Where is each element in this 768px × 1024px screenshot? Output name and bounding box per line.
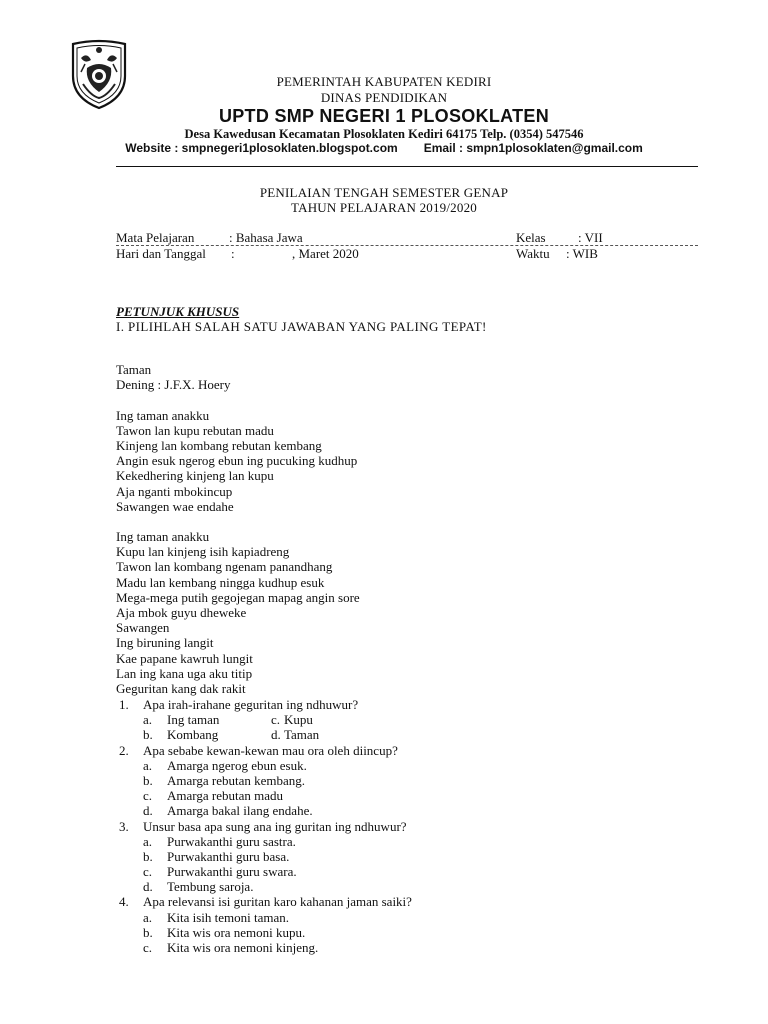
- option-text: Purwakanthi guru sastra.: [167, 833, 296, 849]
- option-letter: c.: [143, 788, 153, 804]
- header-government-line: PEMERINTAH KABUPATEN KEDIRI: [276, 74, 492, 89]
- option-letter: d.: [271, 727, 281, 743]
- poem-line: Kae papane kawruh lungit: [116, 650, 253, 666]
- poem-line: Kupu lan kinjeng isih kapiadreng: [116, 544, 290, 560]
- question-number: 1.: [119, 697, 129, 712]
- poem-line: Angin esuk ngerog ebun ing pucuking kudhup: [116, 453, 358, 469]
- option-text: Ing taman: [167, 712, 220, 728]
- poem-title: Taman: [116, 362, 152, 377]
- question-number: 4.: [119, 894, 129, 910]
- school-address: Desa Kawedusan Kecamatan Plosoklaten Kediri 64175 Telp. (0354) 547546: [184, 127, 584, 141]
- time-value: : WIB: [566, 246, 598, 261]
- question-text: Apa irah-irahane geguritan ing ndhuwur?: [143, 697, 359, 712]
- option-letter: b.: [143, 772, 153, 788]
- school-contacts: [0, 141, 768, 155]
- instructions-heading: PETUNJUK KHUSUS: [116, 304, 240, 319]
- poem-line: Aja mbok guyu dheweke: [116, 605, 247, 620]
- poem-line: Kinjeng lan kombang rebutan kembang: [116, 437, 322, 453]
- school-name: UPTD SMP NEGERI 1 PLOSOKLATEN: [218, 106, 550, 126]
- option-letter: a.: [143, 833, 153, 849]
- option-letter: c.: [271, 712, 281, 728]
- poem-line: Tawon lan kombang ngenam panandhang: [116, 559, 333, 575]
- option-text: Taman: [284, 727, 320, 743]
- school-email: Email : smpn1plosoklaten@gmail.com: [423, 141, 643, 155]
- poem-line: Tawon lan kupu rebutan madu: [116, 422, 274, 438]
- option-letter: b.: [143, 924, 153, 940]
- option-letter: b.: [143, 727, 153, 743]
- option-letter: a.: [143, 712, 153, 728]
- header-department-line: DINAS PENDIDIKAN: [320, 90, 448, 105]
- exam-title: PENILAIAN TENGAH SEMESTER GENAP: [259, 185, 509, 200]
- option-text: Amarga bakal ilang endahe.: [167, 803, 313, 819]
- question-text: Apa sebabe kewan-kewan mau ora oleh diincup?: [143, 742, 398, 758]
- poem-line: Sawangen: [116, 620, 170, 636]
- option-text: Purwakanthi guru basa.: [167, 848, 290, 864]
- poem-line: Ing taman anakku: [116, 407, 210, 423]
- question-number: 2.: [119, 742, 129, 758]
- option-text: Purwakanthi guru swara.: [167, 864, 297, 880]
- option-text: Kupu: [284, 712, 313, 728]
- poem-author: Dening : J.F.X. Hoery: [116, 377, 231, 393]
- option-text: Kombang: [167, 727, 219, 743]
- school-website: Website : smpnegeri1plosoklaten.blogspot.com: [125, 141, 398, 155]
- poem-line: Geguritan kang dak rakit: [116, 680, 246, 696]
- poem-line: Aja nganti mbokincup: [116, 483, 233, 499]
- option-letter: c.: [143, 940, 153, 955]
- option-letter: c.: [143, 864, 153, 880]
- option-text: Amarga rebutan kembang.: [167, 772, 306, 788]
- poem-line: Kekedhering kinjeng lan kupu: [116, 468, 274, 484]
- option-text: Kita wis ora nemoni kinjeng.: [167, 940, 319, 955]
- subject-value: : Bahasa Jawa: [229, 230, 303, 245]
- option-text: Kita wis ora nemoni kupu.: [167, 924, 306, 940]
- option-letter: a.: [143, 757, 153, 773]
- poem-line: Ing taman anakku: [116, 529, 210, 545]
- option-text: Amarga rebutan madu: [167, 788, 283, 804]
- time-label: Waktu: [516, 246, 550, 261]
- poem-line: Ing biruning langit: [116, 635, 214, 651]
- option-letter: d.: [143, 879, 153, 895]
- question-text: Unsur basa apa sung ana ing guritan ing ndhuwur?: [143, 818, 407, 834]
- class-label: Kelas: [516, 230, 546, 245]
- option-text: Amarga ngerog ebun esuk.: [167, 757, 307, 773]
- poem-line: Sawangen wae endahe: [116, 498, 234, 514]
- subject-label: Mata Pelajaran: [116, 230, 195, 245]
- option-letter: a.: [143, 909, 153, 925]
- poem: [116, 362, 360, 696]
- question-text: Apa relevansi isi guritan karo kahanan jaman saiki?: [143, 894, 412, 910]
- option-letter: b.: [143, 848, 153, 864]
- poem-line: Madu lan kembang ningga kudhup esuk: [116, 574, 325, 590]
- option-letter: d.: [143, 803, 153, 819]
- instructions-text: I. PILIHLAH SALAH SATU JAWABAN YANG PALING TEPAT!: [116, 319, 487, 334]
- option-text: Kita isih temoni taman.: [167, 909, 290, 925]
- header-divider: [116, 166, 698, 167]
- option-text: Tembung saroja.: [167, 879, 254, 895]
- exam-year: TAHUN PELAJARAN 2019/2020: [291, 200, 477, 215]
- question-number: 3.: [119, 818, 129, 834]
- poem-line: Lan ing kana uga aku titip: [116, 665, 253, 681]
- date-label: Hari dan Tanggal: [116, 246, 206, 261]
- date-value: , Maret 2020: [292, 246, 359, 261]
- date-separator: :: [231, 246, 235, 261]
- class-value: : VII: [578, 230, 603, 245]
- poem-line: Mega-mega putih gegojegan mapag angin sore: [116, 589, 360, 605]
